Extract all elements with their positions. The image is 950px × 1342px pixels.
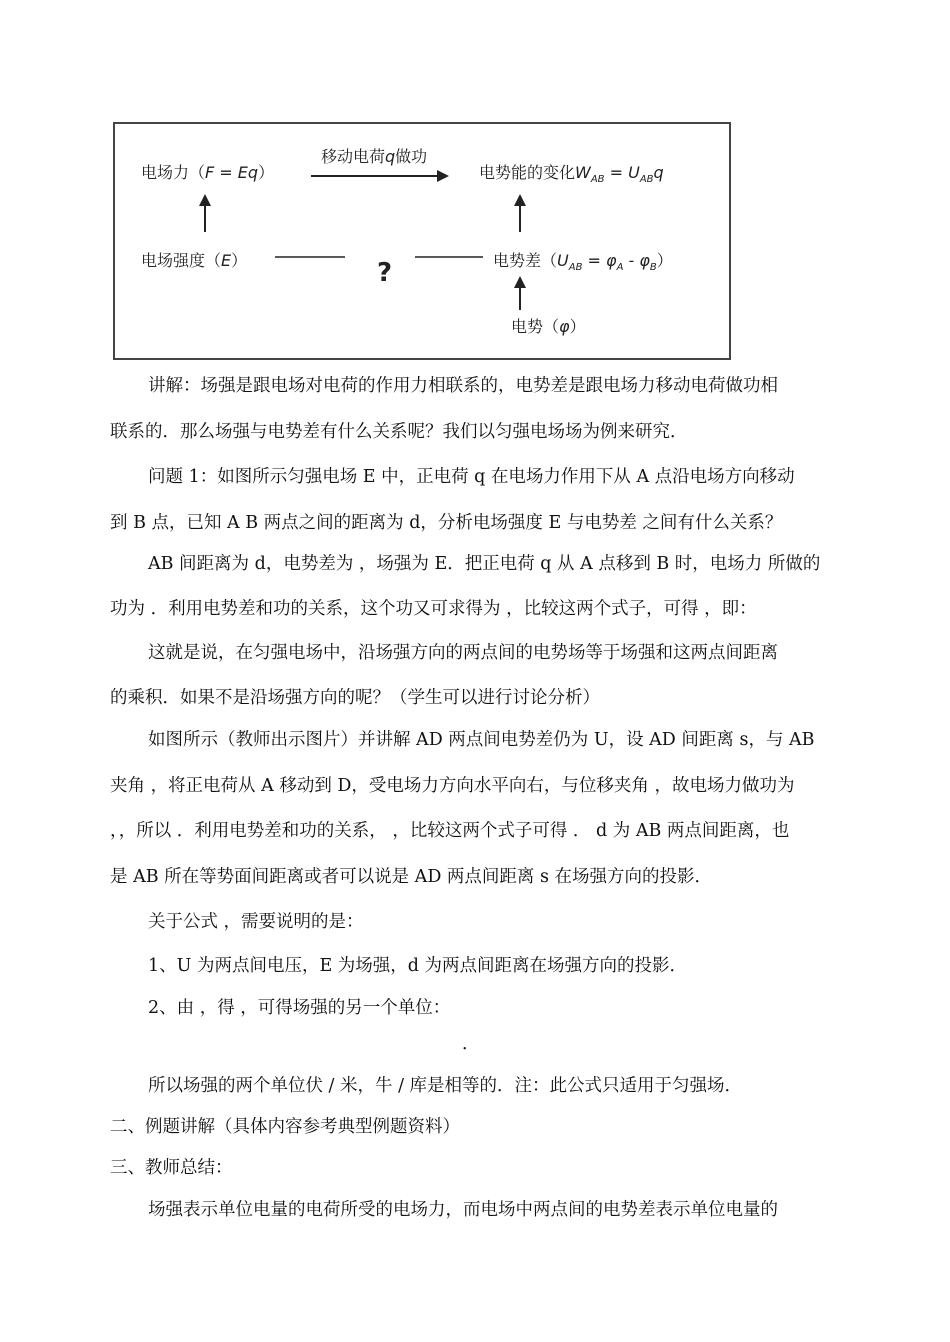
arrow-strength-to-force-head — [199, 194, 211, 206]
paragraph-line: 讲解：场强是跟电场对电荷的作用力相联系的，电势差是跟电场力移动电荷做功相 — [148, 376, 778, 396]
section-heading: 二、例题讲解（具体内容参考典型例题资料） — [110, 1117, 460, 1137]
question-mark: ? — [377, 258, 393, 288]
paragraph-line: 夹角 ，将正电荷从 A 移动到 D，受电场力方向水平向右，与位移夹角 ，故电场力做功为 — [110, 776, 795, 796]
paragraph-line: 功为 ．利用电势差和功的关系，这个功又可求得为 ，比较这两个式子，可得 ，即： — [110, 599, 757, 619]
paragraph-line: 问题 1：如图所示匀强电场 E 中，正电荷 q 在电场力作用下从 A 点沿电场方向移动 — [148, 467, 795, 487]
paragraph-line: 如图所示（教师出示图片）并讲解 AD 两点间电势差仍为 U，设 AD 间距离 s，与 AB — [148, 730, 815, 750]
potential-difference-label: 电势差$(U_{AB} = \varphi_A - \varphi_B)$ — [493, 251, 673, 273]
formula-placeholder: ． — [462, 1034, 480, 1054]
arrow-potential-to-pd-head — [514, 276, 526, 288]
paragraph-line: 联系的．那么场强与电势差有什么关系呢？我们以匀强电场场为例来研究． — [110, 422, 688, 442]
paragraph-line: 的乘积．如果不是沿场强方向的呢？（学生可以进行讨论分析） — [110, 688, 600, 708]
energy-change-label: 电势能的变化$W_{AB} = U_{AB}q$ — [479, 163, 664, 185]
paragraph-line: 到 B 点，已知 A B 两点之间的距离为 d，分析电场强度 E 与电势差 之间有什么关系？ — [110, 513, 783, 533]
force-label: 电场力（F = Eq） — [141, 163, 275, 182]
list-item: 1、U 为两点间电压，E 为场强，d 为两点间距离在场强方向的投影． — [148, 956, 688, 976]
paragraph-line: AB 间距离为 d，电势差为 ，场强为 E．把正电荷 q 从 A 点移到 B 时，电场力 所做的 — [148, 554, 821, 574]
paragraph-line: 场强表示单位电量的电荷所受的电场力，而电场中两点间的电势差表示单位电量的 — [148, 1200, 778, 1220]
section-heading: 三、教师总结： — [110, 1158, 233, 1178]
arrow-force-to-energy-head — [437, 170, 449, 182]
paragraph-line: 是 AB 所在等势面间距离或者可以说是 AD 两点间距离 s 在场强方向的投影． — [110, 867, 713, 887]
potential-label: 电势（φ） — [511, 317, 586, 336]
arrow-pd-to-energy-head — [514, 194, 526, 206]
paragraph-line: 关于公式 ，需要说明的是： — [148, 912, 364, 932]
paragraph-line: 这就是说，在匀强电场中，沿场强方向的两点间的电势场等于场强和这两点间距离 — [148, 643, 778, 663]
paragraph-line: 所以场强的两个单位伏 / 米，牛 / 库是相等的．注：此公式只适用于匀强场． — [148, 1076, 743, 1096]
field-strength-label: 电场强度（E） — [141, 251, 248, 270]
list-item: 2、由 ，得 ，可得场强的另一个单位： — [148, 998, 451, 1018]
concept-diagram — [113, 122, 731, 360]
paragraph-line: ，，所以 ．利用电势差和功的关系， ，比较这两个式子可得 ． d 为 AB 两点间距离，也 — [110, 821, 790, 841]
move-charge-label: 移动电荷q做功 — [321, 147, 428, 166]
